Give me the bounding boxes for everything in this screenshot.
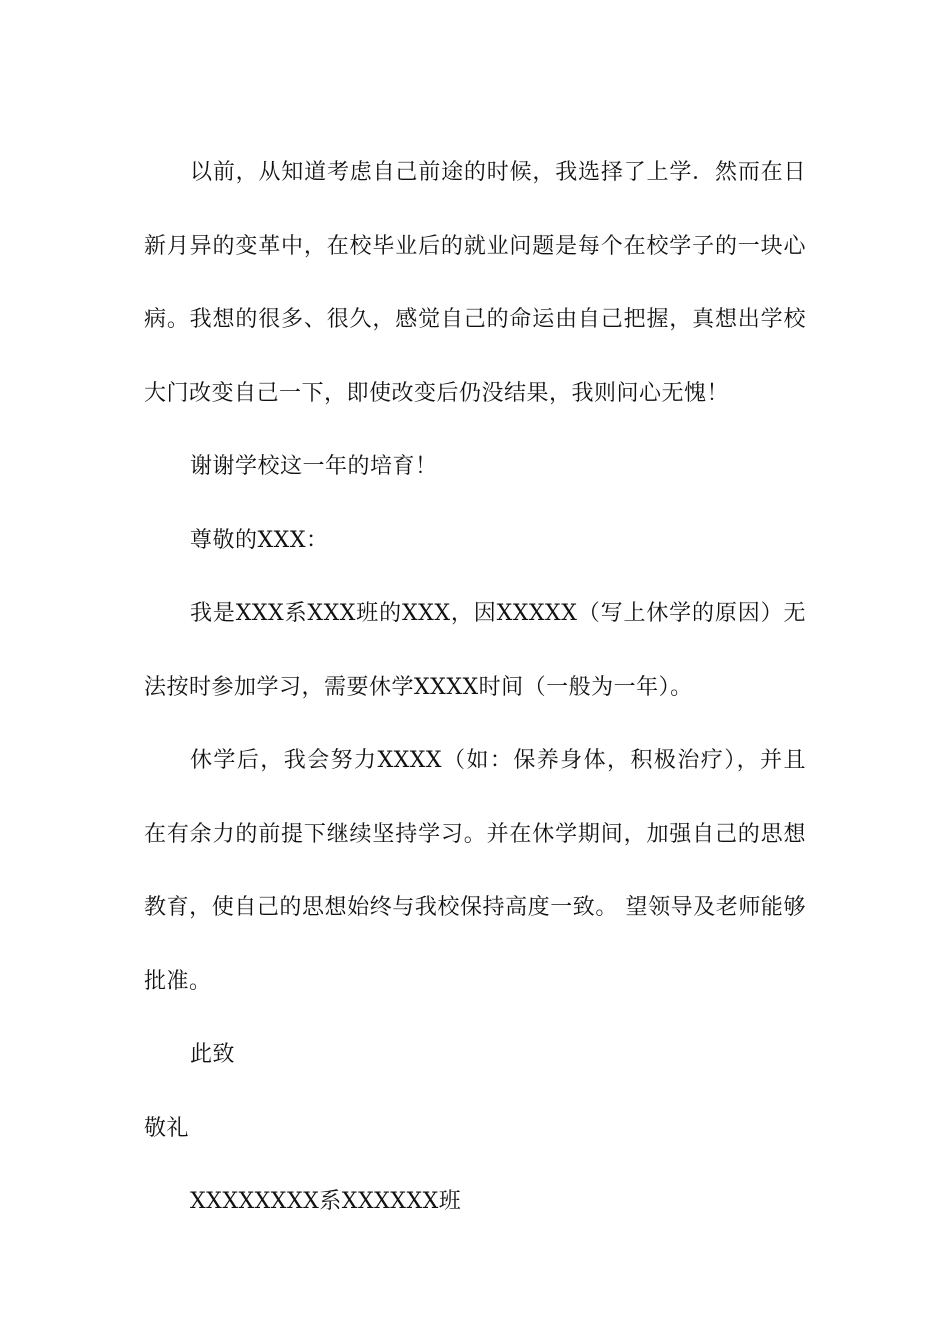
closing-phrase: 此致 xyxy=(190,1042,236,1067)
paragraph-commitment: 休学后，我会努力XXXX（如：保养身体，积极治疗），并且在有余力的前提下继续坚持学习。并在休学期间，加强自己的思想教育，使自己的思想始终与我校保持高度一致。 望领导及老师能够批准。 xyxy=(144,748,806,994)
document-body xyxy=(144,136,806,1239)
paragraph-thanks: 谢谢学校这一年的培育！ xyxy=(190,454,438,479)
paragraph-background: 以前，从知道考虑自己前途的时候，我选择了上学．然而在日新月异的变革中，在校毕业后的就业问题是每个在校学子的一块心病。我想的很多、很久，感觉自己的命运由自己把握，真想出学校大门改变自己一下，即使改变后仍没结果，我则问心无愧！ xyxy=(144,160,806,406)
salutation: 尊敬的XXX： xyxy=(190,527,329,553)
paragraph-request: 我是XXX系XXX班的XXX，因XXXXX（写上休学的原因）无法按时参加学习，需要休学XXXX时间（一般为一年）。 xyxy=(144,601,806,700)
closing-regards: 敬礼 xyxy=(144,1115,190,1141)
signature-class: XXXXXXXX系XXXXXX班 xyxy=(190,1189,462,1214)
